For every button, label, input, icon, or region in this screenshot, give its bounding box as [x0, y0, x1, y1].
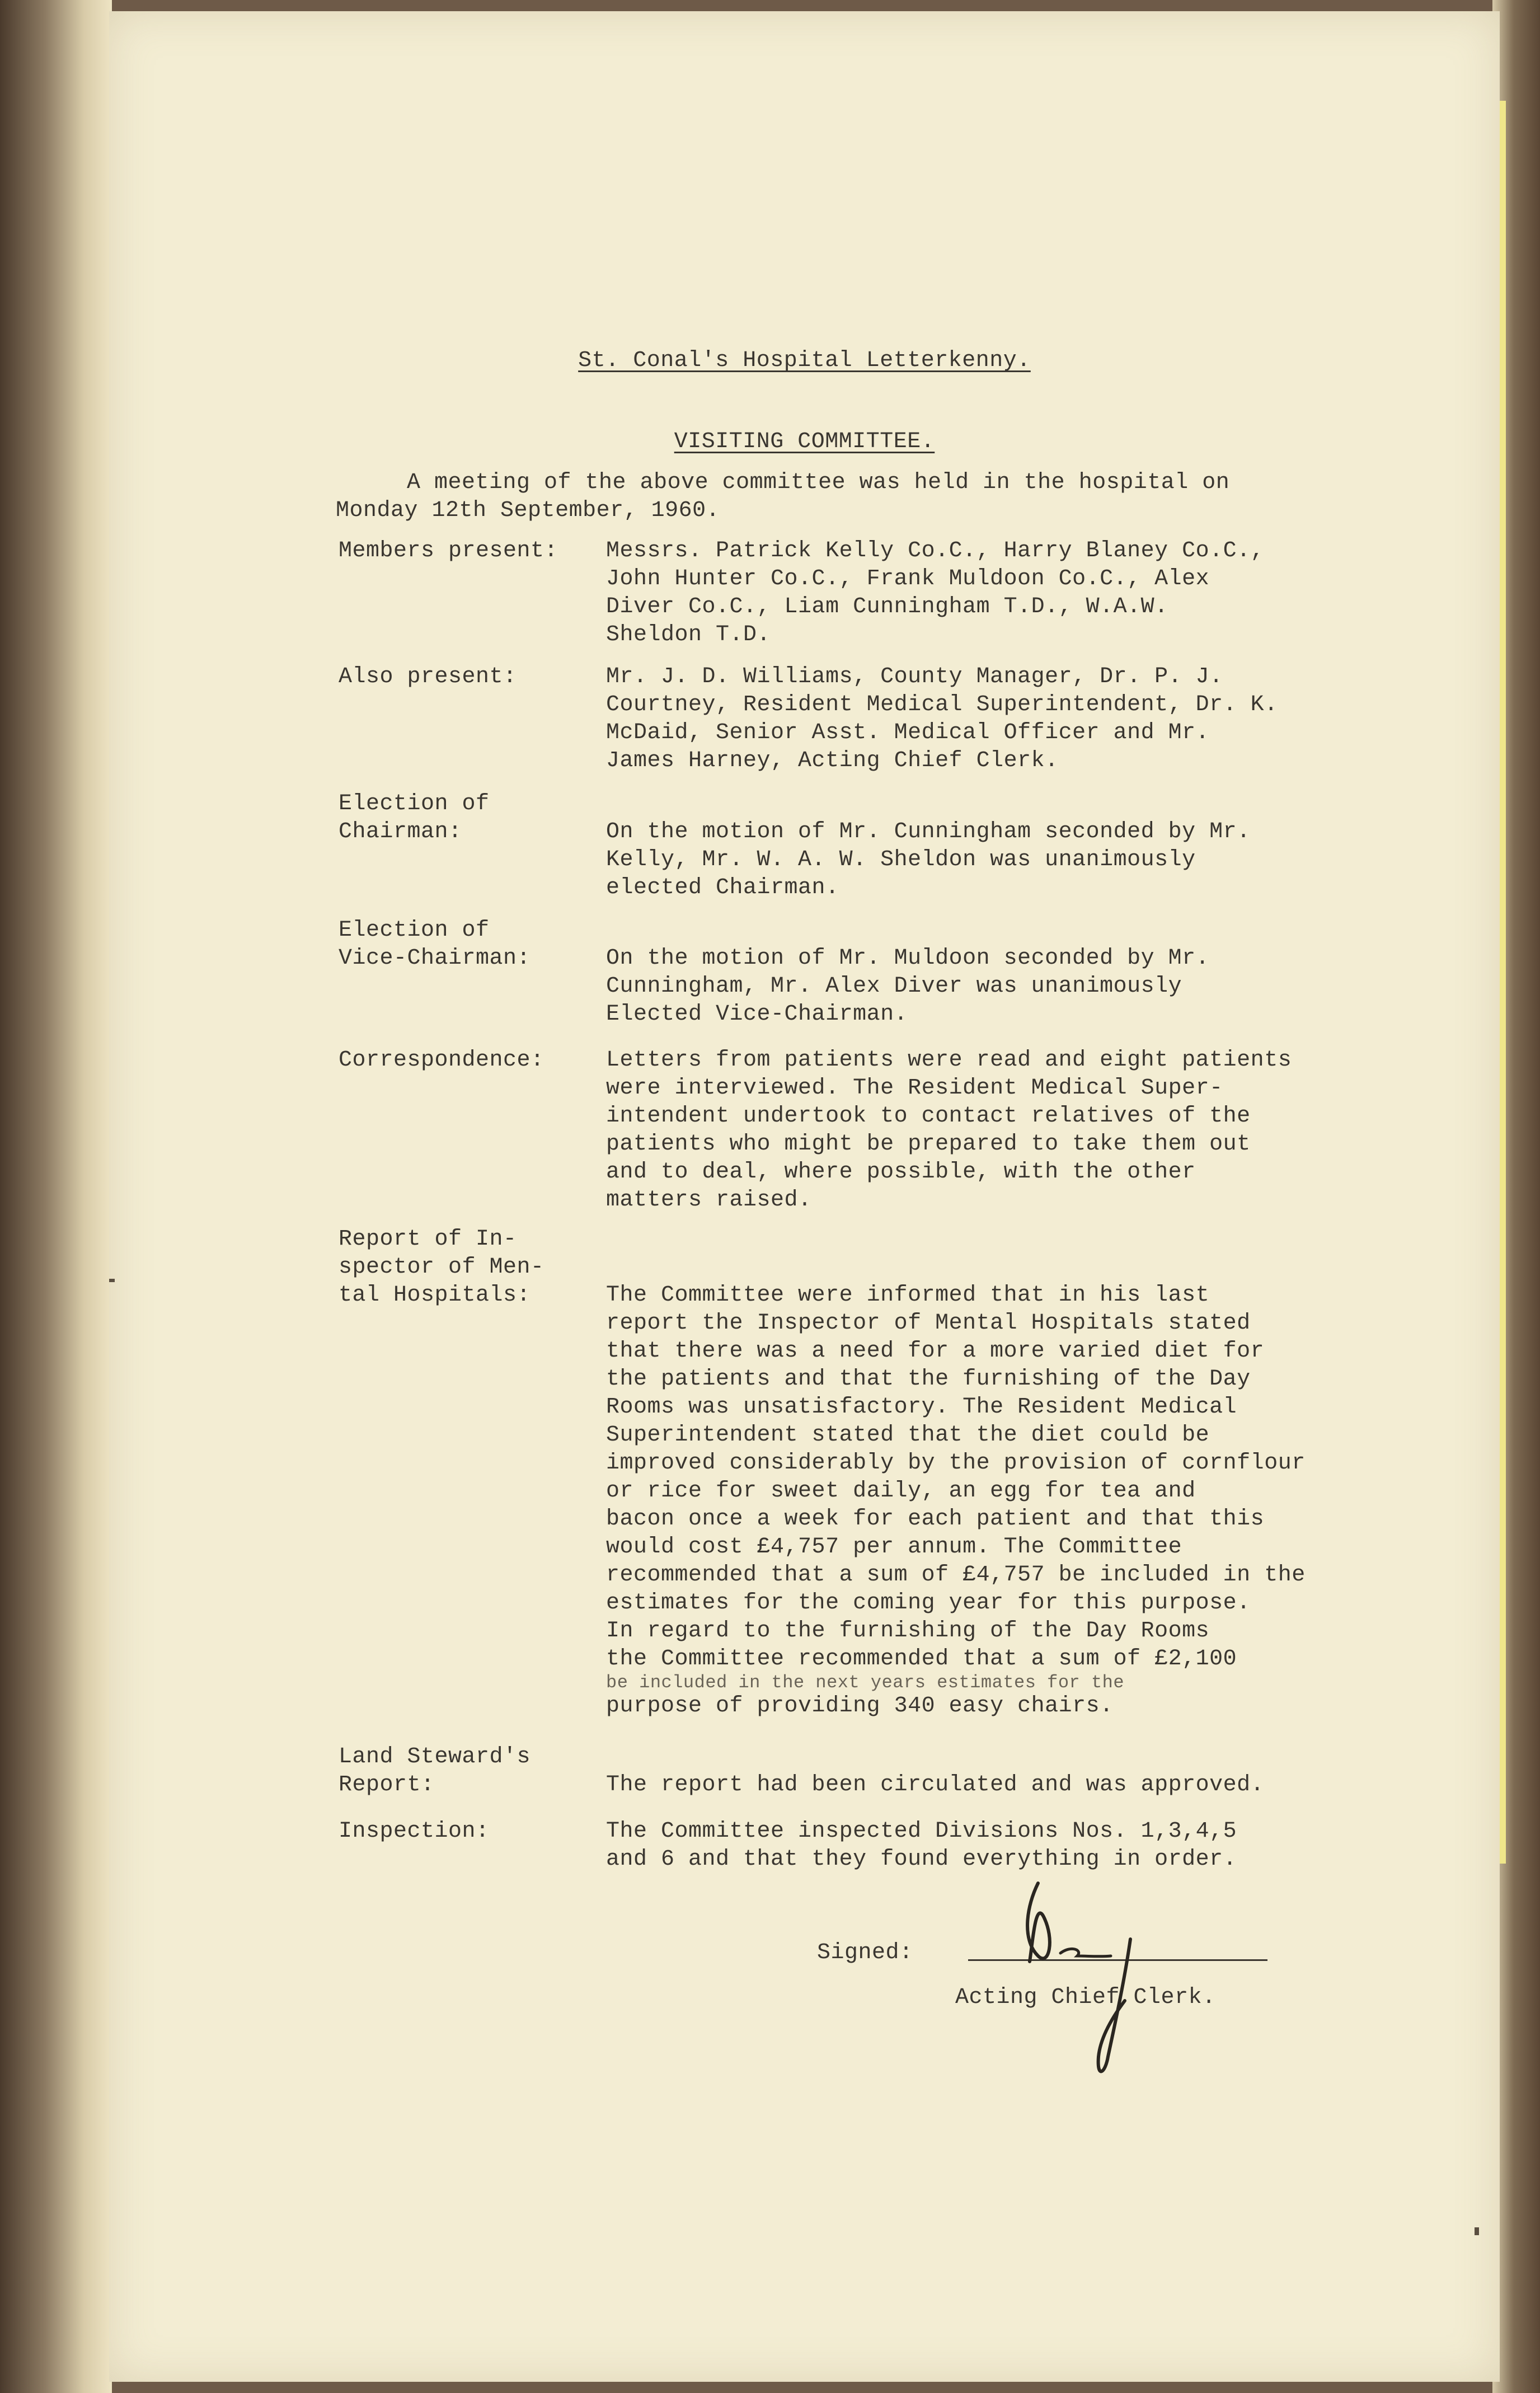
section-text-chairman — [606, 818, 1356, 902]
text-line: Sheldon T.D. — [606, 622, 771, 647]
text-line: Superintendent stated that the diet could be — [606, 1423, 1210, 1448]
text-line: Diver Co.C., Liam Cunningham T.D., W.A.W. — [606, 594, 1168, 620]
section-text-members — [606, 537, 1356, 649]
text-line: the Committee recommended that a sum of £2,100 — [606, 1646, 1237, 1672]
text-line: McDaid, Senior Asst. Medical Officer and Mr. — [606, 720, 1210, 745]
signatory-title: Acting Chief Clerk. — [955, 1985, 1216, 2010]
text-line: Elected Vice-Chairman. — [606, 1002, 908, 1027]
section-label-inspection — [339, 1818, 585, 1846]
text-line: estimates for the coming year for this purpose. — [606, 1590, 1251, 1616]
section-text-land-steward — [606, 1771, 1356, 1799]
section-label-inspector-report — [339, 1226, 585, 1310]
section-label-chairman — [339, 790, 585, 846]
section-label-correspondence — [339, 1047, 585, 1074]
section-text-inspection — [606, 1818, 1356, 1874]
label-line: Election of — [339, 918, 490, 943]
text-line: matters raised. — [606, 1188, 812, 1213]
book-binding-left — [0, 0, 112, 2393]
text-line: recommended that a sum of £4,757 be included in the — [606, 1563, 1306, 1588]
text-line: that there was a need for a more varied diet for — [606, 1339, 1265, 1364]
text-line: Courtney, Resident Medical Superintendent, Dr. K. — [606, 692, 1278, 717]
label-line: Vice-Chairman: — [339, 946, 531, 971]
section-text-also-present — [606, 663, 1356, 775]
text-line-partial: be included in the next years estimates for the — [606, 1673, 1125, 1692]
document-title: St. Conal's Hospital Letterkenny. — [578, 348, 1031, 373]
text-line: Messrs. Patrick Kelly Co.C., Harry Blaney Co.C., — [606, 538, 1265, 564]
text-line: On the motion of Mr. Muldoon seconded by Mr. — [606, 946, 1210, 971]
ink-speck — [1475, 2227, 1479, 2235]
text-line: The Committee were informed that in his last — [606, 1283, 1210, 1308]
text-line: Kelly, Mr. W. A. W. Sheldon was unanimously — [606, 847, 1196, 872]
label-line: Election of — [339, 791, 490, 817]
document-subtitle: VISITING COMMITTEE. — [674, 429, 935, 454]
intro-line-2: Monday 12th September, 1960. — [336, 498, 720, 523]
section-label-also-present — [339, 663, 585, 691]
signed-label: Signed: — [817, 1940, 913, 1965]
label-line: tal Hospitals: — [339, 1283, 531, 1308]
text-line: Rooms was unsatisfactory. The Resident Medical — [606, 1395, 1237, 1420]
text-line: and 6 and that they found everything in order. — [606, 1847, 1237, 1872]
text-line: In regard to the furnishing of the Day Rooms — [606, 1618, 1210, 1644]
text-line: intendent undertook to contact relatives of the — [606, 1104, 1251, 1129]
text-line: purpose of providing 340 easy chairs. — [606, 1693, 1114, 1719]
text-line: report the Inspector of Mental Hospitals stated — [606, 1311, 1251, 1336]
text-line: The report had been circulated and was approved. — [606, 1772, 1265, 1798]
label-line: Land Steward's — [339, 1744, 531, 1770]
section-text-vice-chairman — [606, 945, 1356, 1029]
section-text-inspector-report — [606, 1282, 1356, 1720]
text-line: patients who might be prepared to take them out — [606, 1132, 1251, 1157]
text-line: Mr. J. D. Williams, County Manager, Dr. P. J. — [606, 664, 1223, 689]
text-line: were interviewed. The Resident Medical Super- — [606, 1076, 1223, 1101]
text-line: would cost £4,757 per annum. The Committee — [606, 1535, 1182, 1560]
section-text-correspondence — [606, 1047, 1356, 1214]
label-line: Correspondence: — [339, 1048, 544, 1073]
text-line: the patients and that the furnishing of the Day — [606, 1367, 1251, 1392]
label-line: spector of Men- — [339, 1255, 544, 1280]
label-line: Inspection: — [339, 1819, 490, 1844]
text-line: or rice for sweet daily, an egg for tea and — [606, 1479, 1196, 1504]
intro-line-1: A meeting of the above committee was held in the hospital on — [407, 470, 1230, 495]
label-line: Members present: — [339, 538, 558, 564]
label-line: Chairman: — [339, 819, 462, 844]
text-line: On the motion of Mr. Cunningham seconded by Mr. — [606, 819, 1251, 844]
text-line: James Harney, Acting Chief Clerk. — [606, 748, 1059, 773]
text-line: The Committee inspected Divisions Nos. 1,3,4,5 — [606, 1819, 1237, 1844]
text-line: Cunningham, Mr. Alex Diver was unanimously — [606, 974, 1182, 999]
section-label-land-steward — [339, 1743, 585, 1799]
label-line: Report: — [339, 1772, 435, 1798]
ink-speck — [109, 1279, 115, 1282]
text-line: elected Chairman. — [606, 875, 839, 900]
section-label-vice-chairman — [339, 917, 585, 973]
label-line: Also present: — [339, 664, 517, 689]
text-line: and to deal, where possible, with the other — [606, 1160, 1196, 1185]
text-line: Letters from patients were read and eight patients — [606, 1048, 1292, 1073]
text-line: John Hunter Co.C., Frank Muldoon Co.C., Alex — [606, 566, 1210, 592]
document-page — [109, 11, 1500, 2382]
section-label-members — [339, 537, 585, 565]
text-line: bacon once a week for each patient and that this — [606, 1507, 1265, 1532]
text-line: improved considerably by the provision of cornflour — [606, 1451, 1306, 1476]
label-line: Report of In- — [339, 1227, 517, 1252]
